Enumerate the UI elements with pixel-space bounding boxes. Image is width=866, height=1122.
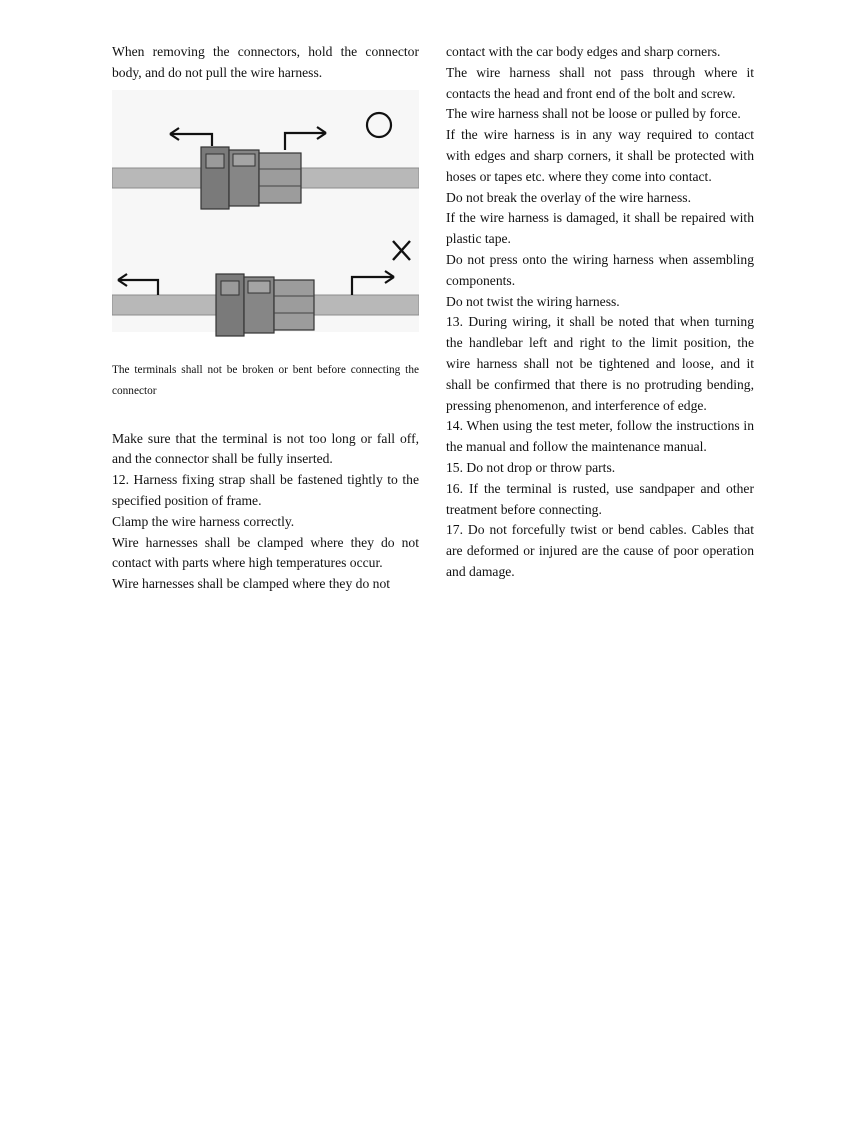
left-paragraph-3: Clamp the wire harness correctly. [112, 513, 295, 529]
connector-latch-left-lower [221, 281, 239, 295]
right-paragraph-5: Do not break the overlay of the wire harness. [446, 189, 691, 205]
left-paragraph-4: Wire harnesses shall be clamped where they do not contact with parts where high temperatures occur. [112, 534, 419, 571]
right-paragraph-1: contact with the car body edges and sharp corners. [446, 44, 721, 59]
connector-body-right-upper [259, 153, 301, 203]
right-column [446, 42, 754, 583]
left-paragraph-1: Make sure that the terminal is not too long or fall off, and the connector shall be fully inserted. [112, 430, 419, 467]
intro-paragraph: When removing the connectors, hold the connector body, and do not pull the wire harness. [112, 44, 419, 80]
right-paragraph-6: If the wire harness is damaged, it shall be repaired with plastic tape. [446, 210, 754, 247]
right-paragraph-11: 15. Do not drop or throw parts. [446, 459, 616, 475]
connector-latch-mid-upper [233, 154, 255, 166]
left-column [112, 42, 419, 595]
right-paragraph-8: Do not twist the wiring harness. [446, 293, 620, 309]
connector-diagram [112, 90, 419, 350]
right-paragraph-2: The wire harness shall not pass through where it contacts the head and front end of the bolt and screw. [446, 64, 754, 101]
right-paragraph-10: 14. When using the test meter, follow the instructions in the manual and follow the maintenance manual. [446, 418, 754, 455]
figure-caption: The terminals shall not be broken or bent before connecting the connector [112, 363, 419, 397]
connector-figure [112, 90, 419, 350]
left-lower-text [112, 429, 419, 595]
connector-body-right-lower [274, 280, 314, 330]
right-paragraph-13: 17. Do not forcefully twist or bend cables. Cables that are deformed or injured are the cause of poor operation and damage. [446, 522, 754, 579]
right-paragraph-3: The wire harness shall not be loose or pulled by force. [446, 106, 741, 122]
left-paragraph-5: Wire harnesses shall be clamped where they do not [112, 576, 391, 592]
connector-latch-mid-lower [248, 281, 270, 293]
left-paragraph-2: 12. Harness fixing strap shall be fastened tightly to the specified position of frame. [112, 472, 419, 508]
right-paragraph-12: 16. If the terminal is rusted, use sandpaper and other treatment before connecting. [446, 480, 754, 517]
right-paragraph-4: If the wire harness is in any way required to contact with edges and sharp corners, it shall be protected with hoses or tapes etc. where they come into contact. [446, 127, 754, 184]
right-paragraph-7: Do not press onto the wiring harness when assembling components. [446, 251, 754, 288]
connector-latch-left-upper [206, 154, 224, 168]
right-paragraph-9: 13. During wiring, it shall be noted that when turning the handlebar left and right to the limit position, the wire harness shall not be tightened and loose, and it shall be confirmed that there is no protruding bending, pressing phenomenon, and interference of edge. [446, 314, 754, 413]
